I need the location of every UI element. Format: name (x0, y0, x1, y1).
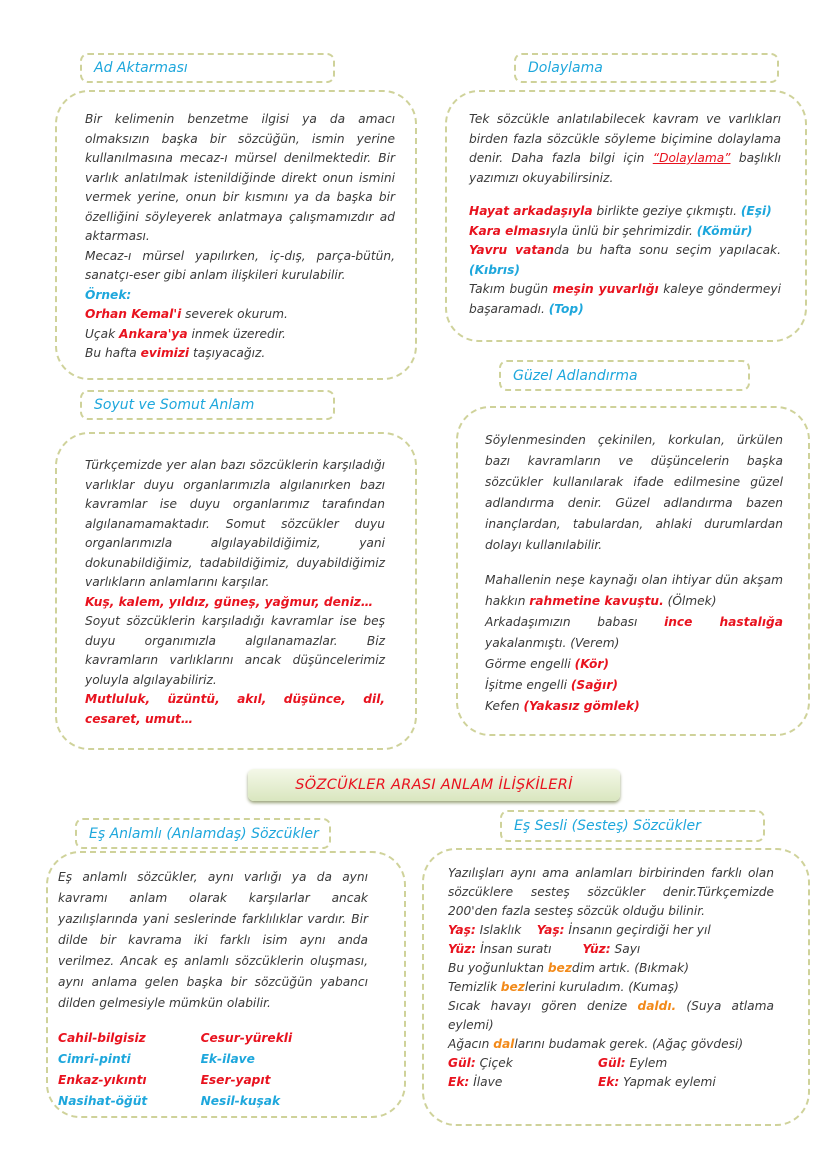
text-segment: Bir kelimenin benzetme ilgisi ya da amacı olmaksızın başka bir sözcüğün, ismin yerine kullanılmasına mecaz-ı mürsel denilmektedir. Bir varlık anlatılmak istenildiğinde direkt onun ismini vermek yerine, onun bir kısmını ya da başka bir özelliğini söyleyerek anlatmaya çalışmamızdır ad aktarması. (85, 112, 399, 243)
section-header-es-anlamli (75, 818, 331, 849)
paragraph (485, 612, 787, 654)
text-segment: Mahallenin neşe kaynağı olan ihtiyar dün akşam hakkın (485, 573, 787, 608)
paragraph (485, 430, 787, 556)
section-title: Soyut ve Somut Anlam (94, 397, 255, 413)
column-cell (201, 1028, 368, 1049)
text-segment: Kefen (485, 699, 524, 713)
highlighted-text: (Kıbrıs) (469, 262, 520, 277)
highlighted-text: Yüz: (448, 942, 477, 956)
column-cell (201, 1070, 368, 1091)
section-body (469, 110, 785, 319)
two-column-row (58, 1028, 368, 1049)
text-segment: taşıyacağız. (189, 346, 266, 360)
section-box-es-sesli (422, 848, 810, 1126)
section-header-guzel-adlandirma (499, 360, 750, 391)
highlighted-text: dal (493, 1037, 515, 1051)
text-segment: yla ünlü bir şehrimizdir. (549, 223, 697, 238)
highlighted-text: Kuş, kalem, yıldız, güneş, yağmur, deniz… (85, 594, 374, 609)
paragraph (85, 305, 395, 325)
text-segment: Görme engelli (485, 657, 575, 671)
text-segment: larını budamak gerek. (Ağaç gövdesi) (514, 1037, 744, 1051)
text-segment: Ağacın (448, 1037, 494, 1051)
highlighted-text: meşin yuvarlığı (552, 282, 659, 296)
highlighted-text: Yüz: (582, 942, 611, 956)
highlighted-text: Mutluluk, üzüntü, akıl, düşünce, dil, cesaret, umut… (85, 692, 390, 726)
paragraph (448, 940, 774, 959)
paragraph (448, 921, 774, 940)
highlighted-text: bez (547, 961, 572, 975)
text-segment: Çiçek (475, 1056, 513, 1070)
highlighted-text: Kara elması (469, 223, 550, 238)
section-body (85, 456, 390, 729)
paragraph (469, 241, 785, 280)
text-segment: İşitme engelli (485, 678, 571, 692)
text-segment: Sıcak havayı gören denize (448, 999, 638, 1013)
text-segment: Söylenmesinden çekinilen, korkulan, ürkülen bazı kavramların ve düşüncelerin başka sözcükler kullanılarak ifade edilmesine güzel adlandırma denir. Güzel adlandırma bazen inançlardan, tabulardan, ahlaki durumlardan dolayı kullanılabilir. (485, 433, 787, 552)
text-segment: başlıklı yazımızı okuyabilirsiniz. (469, 151, 785, 185)
text-segment: kaleye göndermeyi başaramadı. (469, 282, 785, 316)
text-segment: yakalanmıştı. (Verem) (485, 615, 787, 650)
highlighted-text: (Kömür) (696, 223, 753, 238)
highlighted-text: Eser-yapıt (200, 1073, 271, 1087)
highlighted-text: Ek: (597, 1075, 620, 1089)
section-body (448, 864, 778, 1092)
highlighted-text: ince hastalığa (664, 615, 783, 629)
text-segment: Mecaz-ı mürsel yapılırken, iç-dış, parça-bütün, sanatçı-eser gibi anlam ilişkileri kurulabilir. (85, 248, 399, 282)
highlighted-text: Orhan Kemal'i (85, 307, 182, 321)
highlighted-text: (Kör) (574, 657, 609, 671)
highlighted-text: Enkaz-yıkıntı (58, 1073, 147, 1087)
highlighted-text: Ek: (448, 1075, 470, 1089)
section-title: Eş Anlamlı (Anlamdaş) Sözcükler (89, 825, 319, 842)
two-column-row (448, 1073, 774, 1092)
column-cell (598, 1054, 774, 1073)
paragraph (485, 654, 783, 675)
section-box-es-anlamli (46, 851, 406, 1118)
text-segment: Türkçemizde yer alan bazı sözcüklerin karşıladığı varlıklar duyu organlarımızla algılanırken bazı kavramlar ise duyu organlarımız tarafından algılanamamaktadır. Somut sözcükler duyu organlarımızla algılayabildiğimiz, yani dokunabildiğimiz, tadabildiğimiz, duyabildiğimiz varlıkların anlamlarını karşılar. (85, 458, 389, 589)
text-segment: Uçak (85, 326, 120, 341)
highlighted-text: Nesil-kuşak (200, 1094, 281, 1108)
text-segment: Bu hafta (85, 346, 141, 360)
column-cell (201, 1091, 368, 1112)
highlighted-text: bez (500, 980, 525, 994)
text-segment: Islaklık (475, 923, 537, 937)
text-segment: Takım bugün (469, 282, 553, 296)
highlighted-text: daldı. (637, 999, 677, 1013)
highlighted-text: evimizi (140, 346, 190, 360)
highlighted-text: (Sağır) (570, 678, 618, 692)
spacer (485, 556, 783, 570)
highlighted-text: Ankara'ya (119, 326, 188, 341)
highlighted-text: Gül: (597, 1056, 626, 1070)
two-column-row (58, 1049, 368, 1070)
section-title: Güzel Adlandırma (513, 367, 638, 384)
column-cell (58, 1049, 201, 1070)
text-segment: Eylem (625, 1056, 668, 1070)
text-segment: da bu hafta sonu seçim yapılacak. (554, 243, 785, 257)
highlighted-text: Örnek: (85, 287, 132, 302)
highlighted-text: Gül: (448, 1056, 476, 1070)
two-column-row (448, 1054, 774, 1073)
section-body (58, 867, 372, 1114)
text-segment: Temizlik (448, 980, 501, 994)
section-header-ad-aktarmasi (80, 53, 335, 83)
paragraph (448, 864, 778, 921)
text-segment: Sayı (610, 942, 641, 956)
paragraph (469, 110, 785, 188)
text-segment: İlave (469, 1075, 503, 1089)
column-cell (598, 1073, 774, 1092)
banner-title: SÖZCÜKLER ARASI ANLAM İLİŞKİLERİ (295, 777, 573, 793)
section-box-soyut-somut (55, 432, 417, 750)
text-segment: Soyut sözcüklerin karşıladığı kavramlar ise beş duyu organımızla algılanamazlar. Biz kavramların varlıklarını ancak düşüncelerimiz yoluyla algılayabiliriz. (85, 614, 389, 687)
text-segment: inmek üzeredir. (187, 326, 286, 341)
text-segment: İnsan suratı (476, 942, 583, 956)
text-segment: lerini kuruladım. (Kumaş) (524, 980, 679, 994)
text-segment: severek okurum. (181, 307, 288, 321)
two-column-row (58, 1091, 368, 1112)
section-body (85, 110, 399, 364)
text-segment: birlikte geziye çıkmıştı. (592, 204, 741, 218)
column-cell (58, 1070, 201, 1091)
highlighted-text: Hayat arkadaşıyla (469, 204, 593, 218)
text-segment: İnsanın geçirdiği her yıl (564, 923, 711, 937)
column-cell (448, 1073, 598, 1092)
highlighted-text: (Yakasız gömlek) (523, 699, 640, 713)
highlighted-text[interactable]: “Dolaylama” (652, 151, 731, 165)
paragraph (485, 570, 787, 612)
spacer (58, 1014, 368, 1028)
column-cell (58, 1091, 201, 1112)
paragraph (485, 696, 783, 717)
highlighted-text: rahmetine kavuştu. (529, 594, 664, 608)
section-title: Eş Sesli (Sesteş) Sözcükler (514, 818, 701, 834)
section-title: Dolaylama (528, 60, 603, 76)
section-box-guzel-adlandirma (456, 406, 810, 736)
section-header-soyut-somut (80, 390, 335, 420)
spacer (469, 188, 781, 202)
paragraph (85, 325, 395, 345)
text-segment: Eş anlamlı sözcükler, aynı varlığı ya da aynı kavramı anlam olarak karşılarlar ancak yazılışlarında yani seslerinde farklılıklar vardır. Bir dilde bir kavrama iki farklı isim aynı anda verilmez. Ancak eş anlamlı sözcüklerin oluşması, aynı anlama gelen başka bir sözcüğün yabancı dilden gelmesiyle mümkün olabilir. (58, 870, 372, 1010)
paragraph (469, 280, 785, 319)
paragraph (58, 867, 372, 1014)
paragraph (85, 456, 389, 593)
text-segment: (Ölmek) (663, 594, 717, 608)
highlighted-text: Ek-ilave (200, 1052, 255, 1066)
main-banner (248, 769, 620, 801)
highlighted-text: (Top) (548, 301, 584, 316)
paragraph (85, 593, 385, 613)
highlighted-text: Cesur-yürekli (200, 1031, 293, 1045)
section-box-ad-aktarmasi (55, 90, 417, 380)
highlighted-text: Yavru vatan (469, 243, 555, 257)
highlighted-text: Yaş: (448, 923, 476, 937)
paragraph (448, 1035, 774, 1054)
paragraph (485, 675, 783, 696)
column-cell (201, 1049, 368, 1070)
column-cell (58, 1028, 201, 1049)
text-segment: dim artık. (Bıkmak) (571, 961, 689, 975)
highlighted-text: Nasihat-öğüt (58, 1094, 148, 1108)
paragraph (448, 997, 778, 1035)
paragraph (85, 286, 395, 306)
paragraph (448, 978, 774, 997)
highlighted-text: Cahil-bilgisiz (58, 1031, 146, 1045)
text-segment: (Suya atlama eylemi) (448, 999, 778, 1032)
highlighted-text: Cimri-pinti (58, 1052, 131, 1066)
paragraph (469, 222, 781, 242)
text-segment: Tek sözcükle anlatılabilecek kavram ve varlıkları birden fazla sözcükle söyleme biçimine dolaylama denir. Daha fazla bilgi için (469, 112, 785, 165)
highlighted-text: Yaş: (536, 923, 565, 937)
section-header-dolaylama (514, 53, 779, 83)
paragraph (85, 110, 399, 247)
highlighted-text: (Eşi) (740, 204, 772, 218)
section-title: Ad Aktarması (94, 60, 188, 76)
paragraph (469, 202, 781, 222)
text-segment: Yazılışları aynı ama anlamları birbirinden farklı olan sözcüklere sesteş sözcükler denir.Türkçemizde 200'den fazla sesteş sözcük olduğu bilinir. (448, 866, 778, 918)
text-segment: Bu yoğunluktan (448, 961, 548, 975)
paragraph (448, 959, 774, 978)
section-body (485, 430, 787, 717)
paragraph (85, 344, 395, 364)
paragraph (85, 612, 389, 690)
paragraph (85, 247, 399, 286)
paragraph (85, 690, 390, 729)
column-cell (448, 1054, 598, 1073)
two-column-row (58, 1070, 368, 1091)
text-segment: Arkadaşımızın babası (485, 615, 665, 629)
section-header-es-sesli (500, 810, 765, 842)
section-box-dolaylama (445, 90, 807, 342)
text-segment: Yapmak eylemi (619, 1075, 716, 1089)
